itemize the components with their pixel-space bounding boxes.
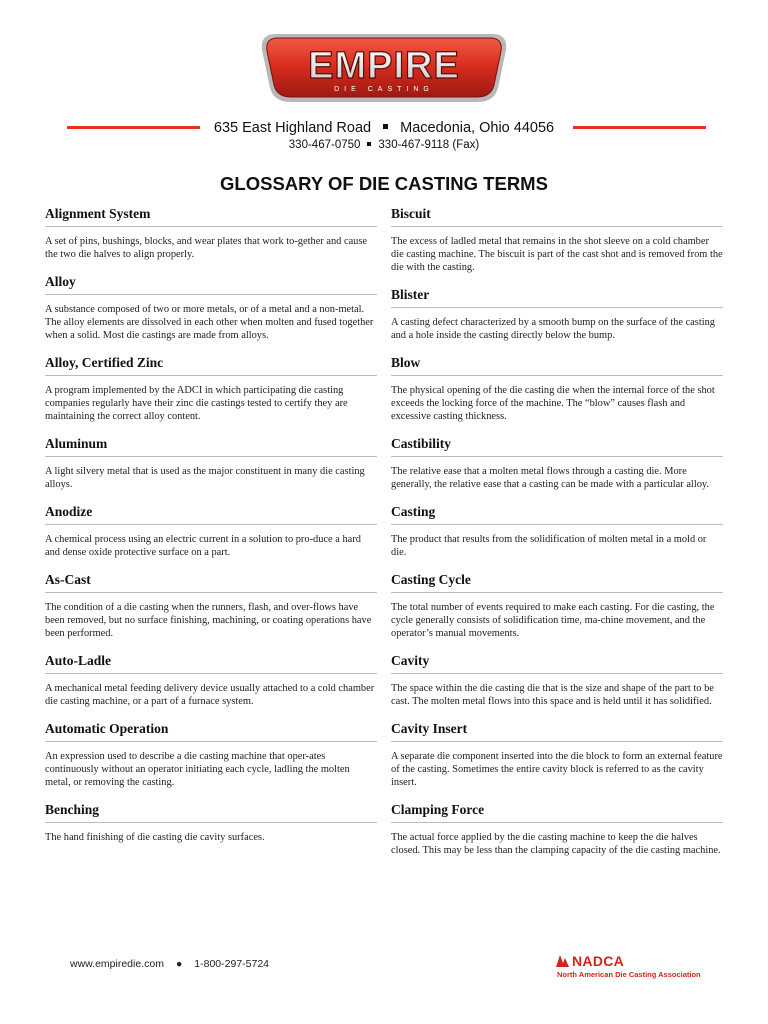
glossary-entry bbox=[45, 572, 377, 640]
glossary-entry bbox=[45, 504, 377, 559]
phone-number: 330-467-0750 bbox=[288, 139, 361, 151]
glossary-definition: A mechanical metal feeding delivery device usually attached to a cold chamber die casting machine, or a part of a furnace system. bbox=[45, 683, 375, 707]
glossary-definition: The physical opening of the die casting die when the internal force of the shot exceeds the locking force of the machine. The “blow” causes flash and excessive casting thickness. bbox=[391, 385, 715, 422]
glossary-definition: A light silvery metal that is used as the major constituent in many die casting alloys. bbox=[45, 466, 365, 490]
street-address: 635 East Highland Road bbox=[213, 120, 372, 136]
nadca-mark-icon bbox=[555, 954, 570, 968]
glossary-definition: The hand finishing of die casting die cavity surfaces. bbox=[45, 832, 265, 843]
tollfree-number: 1-800-297-5724 bbox=[194, 958, 270, 970]
glossary-definition: A chemical process using an electric current in a solution to pro-duce a hard and dense oxide protective surface on a part. bbox=[45, 534, 361, 558]
glossary-entry bbox=[45, 653, 377, 708]
empire-logo bbox=[258, 30, 510, 106]
glossary-definition: The space within the die casting die that is the size and shape of the part to be cast. The molten metal flows into this space and is held until it has solidified. bbox=[391, 683, 714, 707]
glossary-column-left bbox=[45, 206, 377, 857]
glossary-definition: A separate die component inserted into the die block to form an external feature of the casting. Sometimes the entire cavity block is referred to as the cavity insert. bbox=[391, 751, 723, 788]
glossary-entry bbox=[45, 721, 377, 789]
glossary-entry bbox=[45, 355, 377, 423]
fax-number: 330-467-9118 (Fax) bbox=[378, 139, 480, 151]
city-address: Macedonia, Ohio 44056 bbox=[400, 120, 555, 136]
glossary-entry bbox=[45, 274, 377, 342]
glossary-column-right bbox=[391, 206, 723, 870]
glossary-entry bbox=[391, 287, 723, 342]
glossary-term: Blister bbox=[391, 287, 723, 308]
glossary-term: Cavity bbox=[391, 653, 723, 674]
glossary-definition: A set of pins, bushings, blocks, and wear plates that work to-gether and cause the two die halves to align properly. bbox=[45, 236, 368, 260]
separator-square bbox=[367, 142, 371, 146]
glossary-definition: A program implemented by the ADCI in which participating die casting companies regularly have their zinc die castings tested to certify they are maintaining the correct alloy content. bbox=[45, 385, 348, 422]
glossary-term: Clamping Force bbox=[391, 802, 723, 823]
glossary-term: Casting bbox=[391, 504, 723, 525]
nadca-name: NADCA bbox=[572, 953, 625, 969]
glossary-entry bbox=[391, 504, 723, 559]
glossary-definition: A substance composed of two or more metals, or of a metal and a non-metal. The alloy elements are dissolved in each other when molten and fused together when a solid. Most die castings are made from alloys. bbox=[45, 304, 374, 341]
glossary-term: Blow bbox=[391, 355, 723, 376]
footer-bullet: ● bbox=[175, 958, 183, 970]
logo-brand: EMPIRE bbox=[308, 45, 460, 87]
glossary-term: Biscuit bbox=[391, 206, 723, 227]
nadca-logo bbox=[555, 953, 705, 983]
glossary-definition: A casting defect characterized by a smooth bump on the surface of the casting and a hole inside the casting directly below the bump. bbox=[391, 317, 716, 341]
glossary-entry bbox=[391, 572, 723, 640]
glossary-term: Automatic Operation bbox=[45, 721, 377, 742]
separator-square bbox=[383, 124, 388, 129]
glossary-entry bbox=[391, 206, 723, 274]
glossary-definition: The total number of events required to make each casting. For die casting, the cycle generally consists of solidification time, ma-chine movement, and the operator’s manual movements. bbox=[391, 602, 715, 639]
glossary-entry bbox=[391, 721, 723, 789]
glossary-entry bbox=[391, 802, 723, 857]
website-link[interactable]: www.empiredie.com bbox=[70, 958, 164, 970]
page-title: GLOSSARY OF DIE CASTING TERMS bbox=[220, 173, 548, 194]
glossary-entry bbox=[45, 206, 377, 261]
glossary-entry bbox=[45, 802, 377, 844]
phone-line bbox=[0, 139, 768, 151]
footer-contact bbox=[70, 958, 269, 970]
logo-tagline: DIE CASTING bbox=[334, 86, 434, 93]
glossary-entry bbox=[391, 355, 723, 423]
glossary-term: Aluminum bbox=[45, 436, 377, 457]
glossary-term: Alignment System bbox=[45, 206, 377, 227]
address-line bbox=[0, 120, 768, 136]
glossary-term: Alloy, Certified Zinc bbox=[45, 355, 377, 376]
glossary-term: Cavity Insert bbox=[391, 721, 723, 742]
glossary-term: As-Cast bbox=[45, 572, 377, 593]
glossary-entry bbox=[45, 436, 377, 491]
glossary-definition: The product that results from the solidification of molten metal in a mold or die. bbox=[391, 534, 707, 558]
glossary-term: Anodize bbox=[45, 504, 377, 525]
glossary-term: Castibility bbox=[391, 436, 723, 457]
glossary-definition: The excess of ladled metal that remains in the shot sleeve on a cold chamber die casting machine. The biscuit is part of the cast shot and is removed from the die with the casting. bbox=[391, 236, 723, 273]
glossary-term: Alloy bbox=[45, 274, 377, 295]
glossary-term: Auto-Ladle bbox=[45, 653, 377, 674]
nadca-full-name: North American Die Casting Association bbox=[557, 970, 701, 979]
glossary-term: Casting Cycle bbox=[391, 572, 723, 593]
glossary-term: Benching bbox=[45, 802, 377, 823]
glossary-entry bbox=[391, 436, 723, 491]
glossary-entry bbox=[391, 653, 723, 708]
glossary-definition: The actual force applied by the die casting machine to keep the die halves closed. This may be less than the clamping capacity of the die casting machine. bbox=[391, 832, 721, 856]
glossary-definition: The condition of a die casting when the runners, flash, and over-flows have been removed, but no surface finishing, machining, or coating operations have been performed. bbox=[45, 602, 372, 639]
glossary-definition: The relative ease that a molten metal flows through a casting die. More generally, the relative ease that a casting can be made with a particular alloy. bbox=[391, 466, 710, 490]
glossary-definition: An expression used to describe a die casting machine that oper-ates continuously without an operator initiating each cycle, ladling the molten metal, or removing the casting. bbox=[45, 751, 350, 788]
